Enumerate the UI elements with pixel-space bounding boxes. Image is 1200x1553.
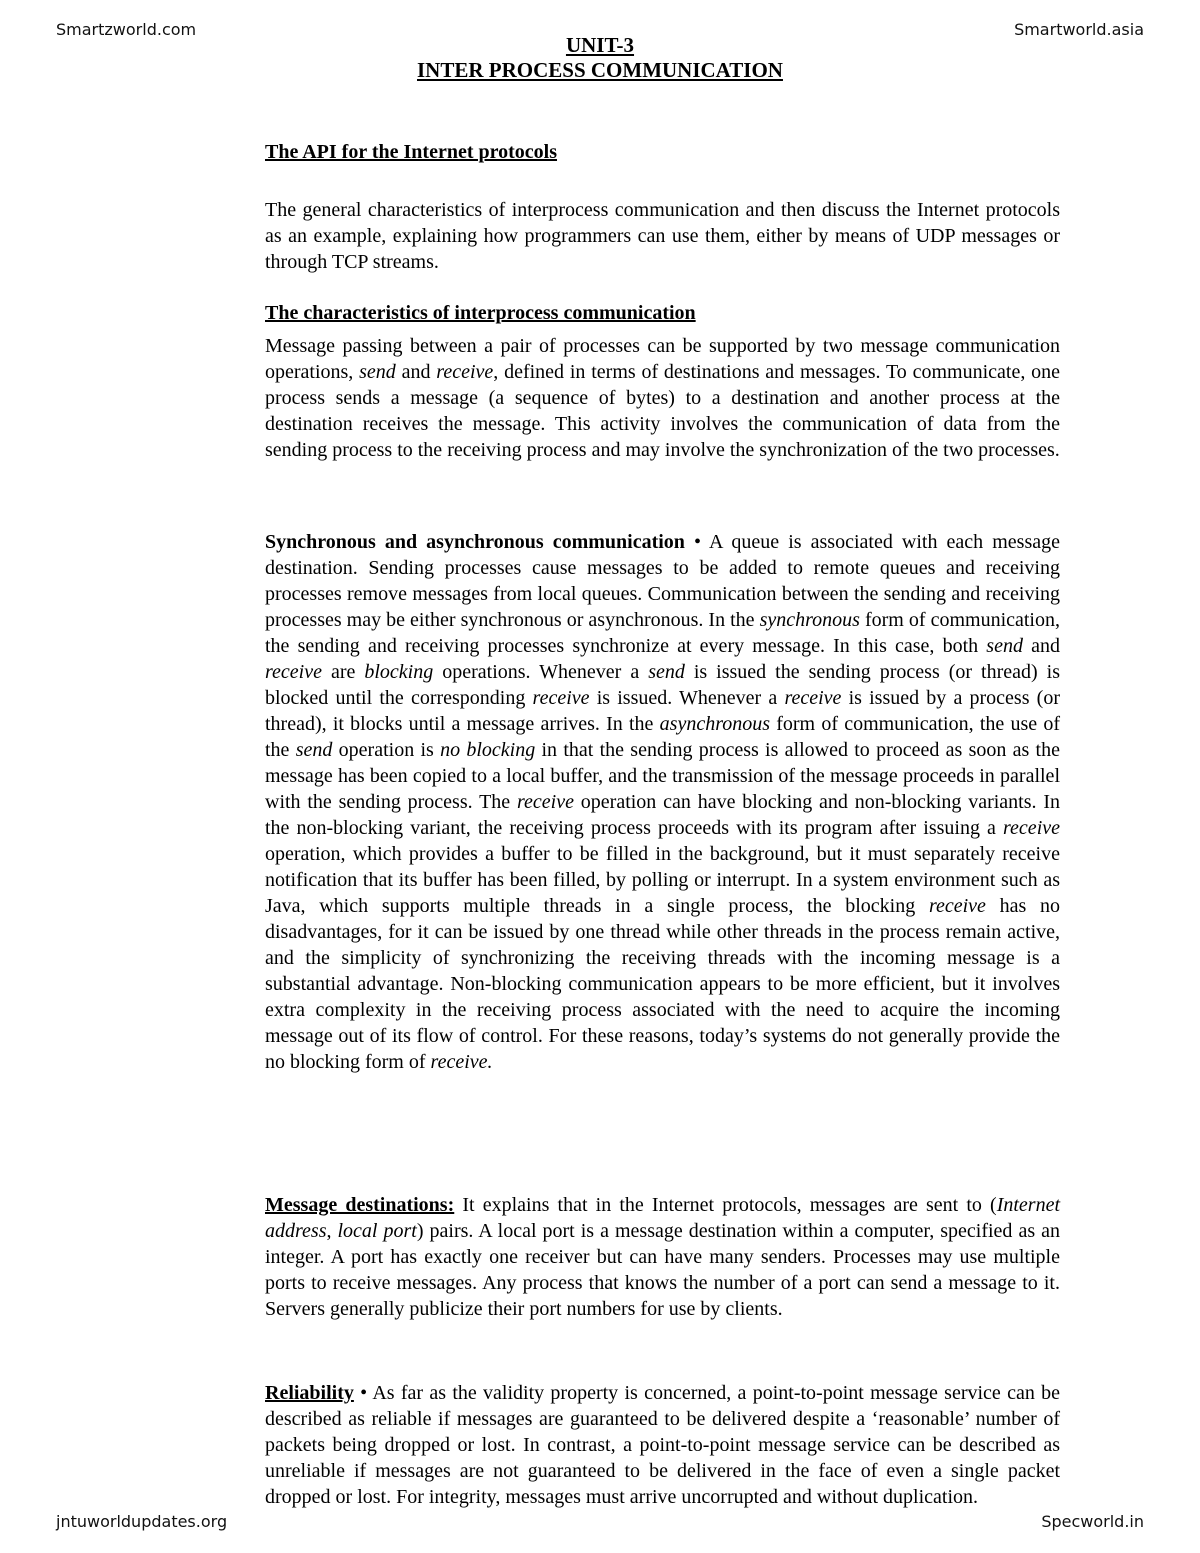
paragraph-api: The general characteristics of interprocess communication and then discuss the Internet protocols as an example, explaining how programmers can use them, either by means of UDP messages or through TCP streams. [265,199,1060,273]
unit-title: UNIT-3 [565,33,635,57]
watermark-bottom-right: Specworld.in [1041,1512,1144,1531]
heading-api: The API for the Internet protocols [265,141,558,163]
paragraph-synchronous: Synchronous and asynchronous communication • A queue is associated with each message destination. Sending processes cause messages to be added to remote queues and receiving processes remove messages from local queues. Communication between the sending and receiving processes may be either synchronous or asynchronous. In the synchronous form of communication, the sending and receiving processes synchronize at every message. In this case, both send and receive are blocking operations. Whenever a send is issued the sending process (or thread) is blocked until the corresponding receive is issued. Whenever a receive is issued by a process (or thread), it blocks until a message arrives. In the asynchronous form of communication, the use of the send operation is no blocking in that the sending process is allowed to proceed as soon as the message has been copied to a local buffer, and the transmission of the message proceeds in parallel with the sending process. The receive operation can have blocking and non-blocking variants. In the non-blocking variant, the receiving process proceeds with its program after issuing a receive operation, which provides a buffer to be filled in the background, but it must separately receive notification that its buffer has been filled, by polling or interrupt. In a system environment such as Java, which supports multiple threads in a single process, the blocking receive has no disadvantages, for it can be issued by one thread while other threads in the process remain active, and the simplicity of synchronizing the receiving threads with the incoming message is a substantial advantage. Non-blocking communication appears to be more efficient, but it involves extra complexity in the receiving process associated with the need to acquire the incoming message out of its flow of control. For these reasons, today’s systems do not generally provide the no blocking form of receive. [265,531,1060,1073]
heading-reliability: Reliability [265,1382,354,1404]
heading-synchronous: Synchronous and asynchronous communication [265,531,685,553]
page-title: INTER PROCESS COMMUNICATION [417,58,783,82]
paragraph-reliability: Reliability • As far as the validity property is concerned, a point-to-point message service can be described as reliable if messages are guaranteed to be delivered despite a ‘reasonable’ number of packets being dropped or lost. In contrast, a point-to-point message service can be described as unreliable if messages are not guaranteed to be delivered in the face of even a single packet dropped or lost. For integrity, messages must arrive uncorrupted and without duplication. [265,1382,1060,1508]
paragraph-characteristics: Message passing between a pair of processes can be supported by two message communication operations, send and receive, defined in terms of destinations and messages. To communicate, one process sends a message (a sequence of bytes) to a destination and another process at the destination receives the message. This activity involves the communication of data from the sending process to the receiving process and may involve the synchronization of the two processes. [265,335,1060,461]
heading-characteristics: The characteristics of interprocess communication [265,302,696,324]
paragraph-message-destinations: Message destinations: It explains that in the Internet protocols, messages are sent to (Internet address, local port) pairs. A local port is a message destination within a computer, specified as an integer. A port has exactly one receiver but can have many senders. Processes may use multiple ports to receive messages. Any process that knows the number of a port can send a message to it. Servers generally publicize their port numbers for use by clients. [265,1194,1061,1320]
heading-message-destinations: Message destinations: [265,1194,455,1216]
watermark-bottom-left: jntuworldupdates.org [56,1512,228,1531]
watermark-top-left: Smartzworld.com [56,20,197,39]
watermark-top-right: Smartworld.asia [1014,20,1144,39]
